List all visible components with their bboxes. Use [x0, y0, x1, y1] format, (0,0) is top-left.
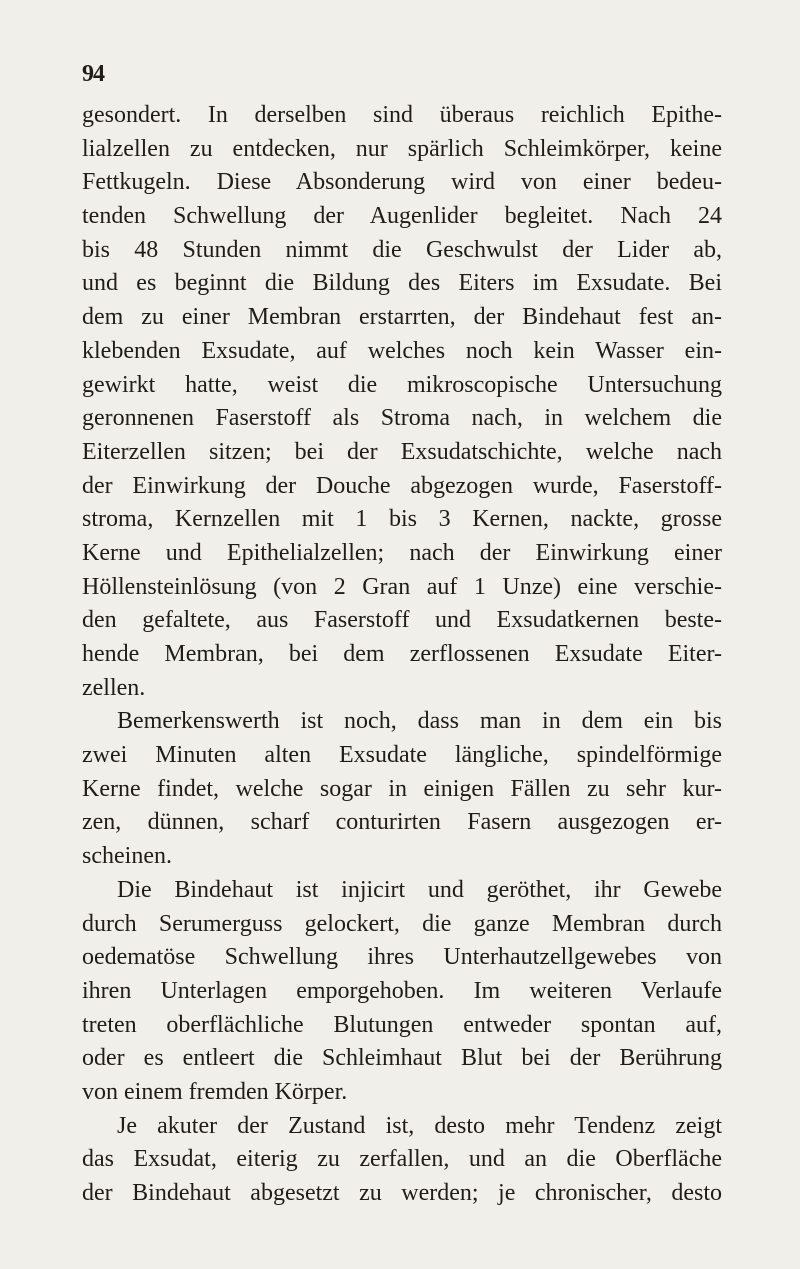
paragraph-first-line: Die Bindehaut ist injicirt und geröthet, ihr Gewebe	[117, 876, 722, 903]
text-line: treten oberflächliche Blutungen entweder spontan auf,	[82, 1011, 722, 1038]
text-line: zellen.	[82, 674, 146, 701]
text-line: zen, dünnen, scharf conturirten Fasern ausgezogen er-	[82, 809, 722, 836]
body-text	[82, 99, 722, 1211]
page-number: 94	[82, 61, 104, 87]
text-line: bis 48 Stunden nimmt die Geschwulst der Lider ab,	[82, 236, 722, 263]
text-line: gewirkt hatte, weist die mikroscopische Untersuchung	[82, 371, 722, 398]
text-line: geronnenen Faserstoff als Stroma nach, in welchem die	[82, 405, 722, 432]
paragraph-first-line: Bemerkenswerth ist noch, dass man in dem ein bis	[117, 708, 722, 735]
text-line: Fettkugeln. Diese Absonderung wird von einer bedeu-	[82, 169, 722, 196]
text-line: stroma, Kernzellen mit 1 bis 3 Kernen, nackte, grosse	[82, 506, 722, 533]
text-line: das Exsudat, eiterig zu zerfallen, und an die Oberfläche	[82, 1146, 722, 1173]
text-line: klebenden Exsudate, auf welches noch kein Wasser ein-	[82, 337, 722, 364]
text-line: ihren Unterlagen emporgehoben. Im weiteren Verlaufe	[82, 977, 722, 1004]
text-line: gesondert. In derselben sind überaus reichlich Epithe-	[82, 102, 722, 128]
text-line: Kerne und Epithelialzellen; nach der Einwirkung einer	[82, 539, 722, 566]
text-line: oedematöse Schwellung ihres Unterhautzellgewebes von	[82, 944, 722, 971]
text-line: Höllensteinlösung (von 2 Gran auf 1 Unze) eine verschie-	[82, 573, 722, 600]
text-line: der Bindehaut abgesetzt zu werden; je chronischer, desto	[82, 1180, 722, 1206]
text-line: zwei Minuten alten Exsudate längliche, spindelförmige	[82, 742, 722, 769]
text-line: oder es entleert die Schleimhaut Blut bei der Berührung	[82, 1045, 722, 1072]
text-line: den gefaltete, aus Faserstoff und Exsudatkernen beste-	[82, 607, 722, 634]
text-line: scheinen.	[82, 843, 172, 870]
paragraph-first-line: Je akuter der Zustand ist, desto mehr Tendenz zeigt	[117, 1112, 722, 1139]
text-line: von einem fremden Körper.	[82, 1078, 348, 1105]
text-line: tenden Schwellung der Augenlider begleitet. Nach 24	[82, 203, 722, 230]
text-line: dem zu einer Membran erstarrten, der Bindehaut fest an-	[82, 304, 722, 331]
text-line: hende Membran, bei dem zerflossenen Exsudate Eiter-	[82, 641, 722, 667]
text-line: und es beginnt die Bildung des Eiters im Exsudate. Bei	[82, 270, 722, 297]
text-line: Eiterzellen sitzen; bei der Exsudatschichte, welche nach	[82, 438, 722, 465]
text-line: durch Serumerguss gelockert, die ganze Membran durch	[82, 910, 722, 937]
text-line: der Einwirkung der Douche abgezogen wurde, Faserstoff-	[82, 472, 722, 499]
text-line: lialzellen zu entdecken, nur spärlich Schleimkörper, keine	[82, 135, 722, 162]
text-line: Kerne findet, welche sogar in einigen Fällen zu sehr kur-	[82, 775, 722, 802]
